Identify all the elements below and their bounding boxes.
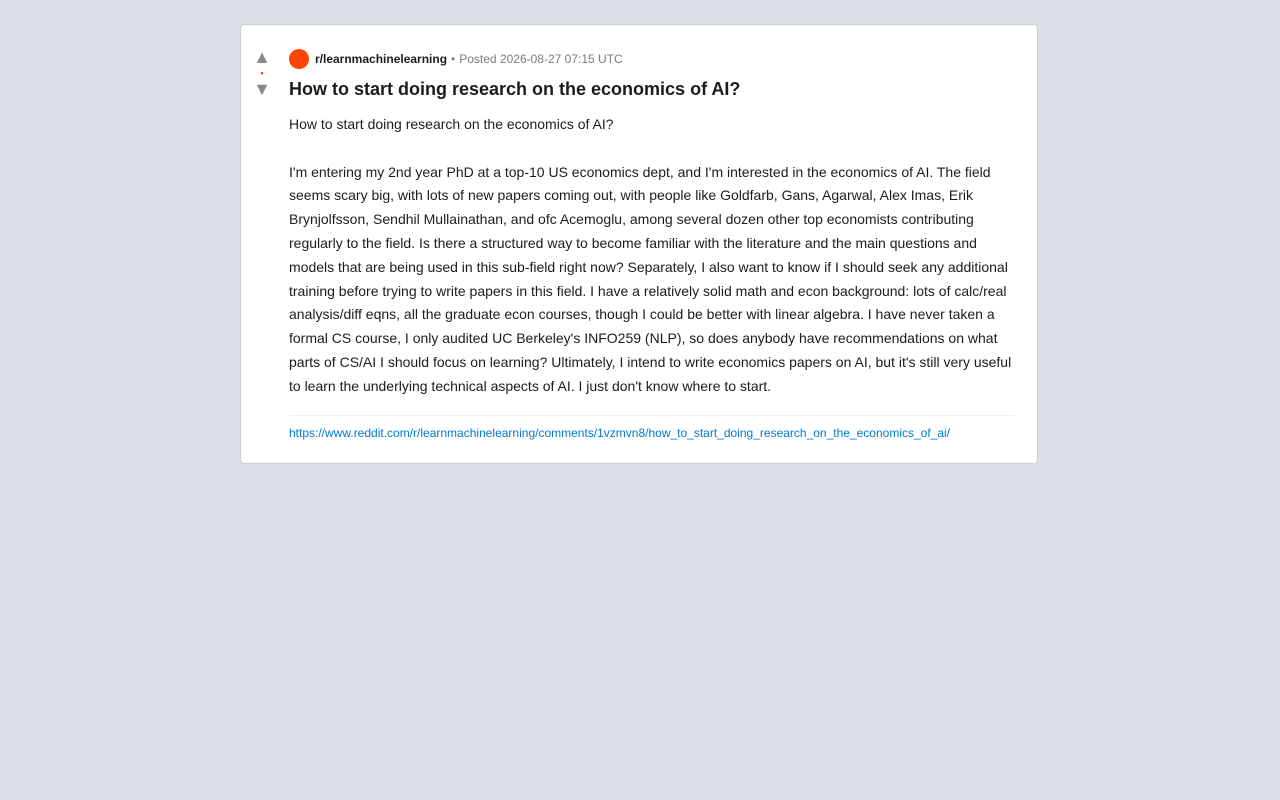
downvote-arrow-icon[interactable]: ▼ — [253, 79, 271, 99]
vote-score: • — [260, 68, 264, 78]
post-title[interactable]: How to start doing research on the economics of AI? — [289, 79, 741, 99]
post-permalink[interactable]: https://www.reddit.com/r/learnmachinelearning/comments/1vzmvn8/how_to_start_doing_research_on_the_economics_of_ai/ — [289, 425, 951, 440]
post-content — [289, 49, 1015, 441]
post-body — [289, 113, 1015, 399]
vote-column — [241, 47, 283, 99]
post-card — [240, 24, 1038, 464]
post-timestamp: Posted 2026-08-27 07:15 UTC — [459, 52, 623, 66]
post-body-paragraph: I'm entering my 2nd year PhD at a top-10 US economics dept, and I'm interested in the economics of AI. The field seems scary big, with lots of new papers coming out, with people like Goldfarb, Gans, Agarwal, Alex Imas, Erik Brynjolfsson, Sendhil Mullainathan, and ofc Acemoglu, among several dozen other top economists contributing regularly to the field. Is there a structured way to become familiar with the literature and the main questions and models that are being used in this sub-field right now? Separately, I also want to know if I should seek any additional training before trying to write papers in this field. I have a relatively solid math and econ background: lots of calc/real analysis/diff eqns, all the graduate econ courses, though I could be better with linear algebra. I have never taken a formal CS course, I only audited UC Berkeley's INFO259 (NLP), so does anybody have recommendations on what parts of CS/AI I should focus on learning? Ultimately, I intend to write economics papers on AI, but it's still very useful to learn the underlying technical aspects of AI. I just don't know where to start. — [289, 163, 1012, 394]
subreddit-name[interactable]: r/learnmachinelearning — [315, 52, 448, 66]
post-body-paragraph: How to start doing research on the economics of AI? — [289, 116, 614, 132]
subreddit-avatar-icon[interactable] — [289, 49, 309, 69]
divider — [289, 415, 1015, 416]
meta-separator: • — [451, 52, 456, 66]
upvote-arrow-icon[interactable]: ▲ — [253, 47, 271, 67]
post-meta — [289, 49, 1015, 69]
